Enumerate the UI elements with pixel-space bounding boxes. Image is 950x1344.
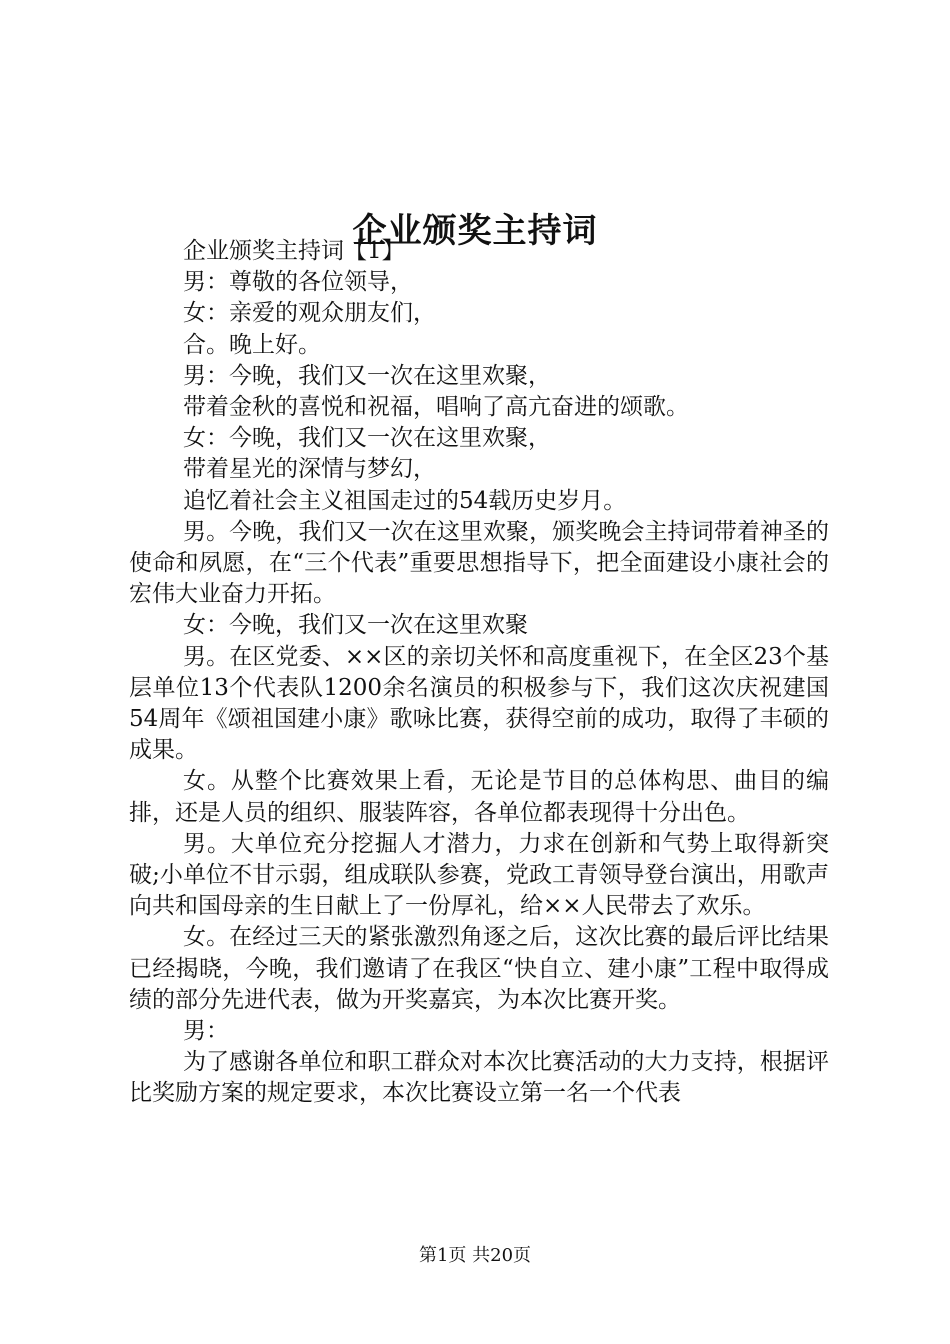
paragraph: 女：今晚，我们又一次在这里欢聚， <box>183 425 551 452</box>
document-body <box>129 236 829 1110</box>
paragraph: 女：亲爱的观众朋友们， <box>183 300 436 327</box>
paragraph: 女：今晚，我们又一次在这里欢聚 <box>183 612 528 639</box>
paragraph: 合。晚上好。 <box>183 331 321 358</box>
paragraph: 男。今晚，我们又一次在这里欢聚，颁奖晚会主持词带着神圣的使命和夙愿，在“三个代表”重要思想指导下，把全面建设小康社会的宏伟大业奋力开拓。 <box>129 518 829 608</box>
paragraph: 带着星光的深情与梦幻， <box>183 456 436 483</box>
document-title: 企业颁奖主持词 <box>352 210 598 251</box>
paragraph: 为了感谢各单位和职工群众对本次比赛活动的大力支持，根据评比奖励方案的规定要求，本次比赛设立第一名一个代表 <box>129 1049 829 1107</box>
paragraph: 男。在区党委、××区的亲切关怀和高度重视下，在全区23个基层单位13个代表队1200余名演员的积极参与下，我们这次庆祝建国54周年《颂祖国建小康》歌咏比赛，获得空前的成功，取得了丰硕的成果。 <box>129 643 829 764</box>
paragraph: 男：今晚，我们又一次在这里欢聚， <box>183 362 551 389</box>
paragraph: 男： <box>183 1018 229 1045</box>
paragraph: 男。大单位充分挖掘人才潜力，力求在创新和气势上取得新突破;小单位不甘示弱，组成联队参赛，党政工青领导登台演出，用歌声向共和国母亲的生日献上了一份厚礼，给××人民带去了欢乐。 <box>129 830 829 920</box>
page-number-footer: 第1页 共20页 <box>418 1245 532 1266</box>
paragraph: 女。在经过三天的紧张激烈角逐之后，这次比赛的最后评比结果已经揭晓，今晚，我们邀请了在我区“快自立、建小康”工程中取得成绩的部分先进代表，做为开奖嘉宾，为本次比赛开奖。 <box>129 924 829 1013</box>
paragraph: 男：尊敬的各位领导， <box>183 269 413 296</box>
paragraph: 带着金秋的喜悦和祝福，唱响了高亢奋进的颂歌。 <box>183 394 689 421</box>
paragraph: 追忆着社会主义祖国走过的54载历史岁月。 <box>183 487 627 514</box>
paragraph: 女。从整个比赛效果上看，无论是节目的总体构思、曲目的编排，还是人员的组织、服装阵容，各单位都表现得十分出色。 <box>129 768 829 826</box>
paragraph: 企业颁奖主持词【1】 <box>183 238 405 264</box>
